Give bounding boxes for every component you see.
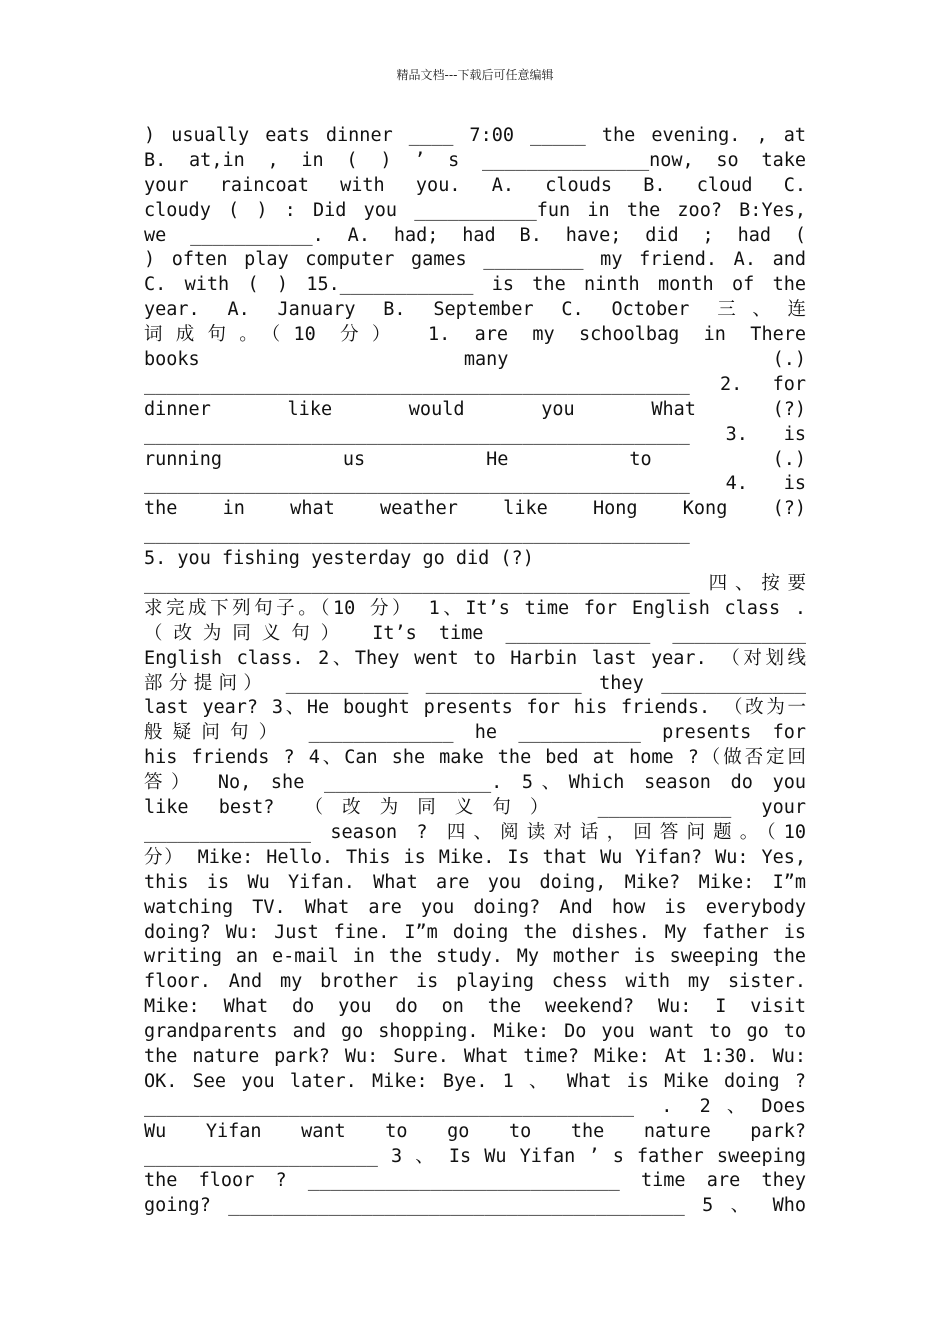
text-line: _________________________________________________	[144, 523, 690, 545]
text-line: floor. And my brother is playing chess with my sister.	[144, 971, 806, 993]
text-line: the in what weather like Hong Kong (?)	[144, 498, 806, 520]
text-line: books many (.)	[144, 349, 806, 371]
text-line: ) usually eats dinner ____ 7:00 _____ the evening. , at	[144, 125, 806, 146]
text-line: this is Wu Yifan. What are you doing, Mike? Mike: I”m	[144, 871, 806, 893]
text-line: _______________ season ? 四、阅读对话，回答问题。（10	[144, 821, 806, 843]
text-line: C. with ( ) 15.____________ is the ninth month of the	[144, 274, 806, 296]
text-line: 分） Mike: Hello. This is Mike. Is that Wu Yifan? Wu: Yes,	[144, 846, 806, 868]
text-line: ) often play computer games _________ my friend. A. and	[144, 249, 806, 271]
text-line: Wu Yifan want to go to the nature park?	[144, 1120, 806, 1142]
text-line: B. at,in , in ( ) ’ s _______________now, so take	[144, 149, 806, 171]
worksheet-body	[144, 124, 806, 1219]
text-line: dinner like would you What (?)	[144, 398, 806, 420]
text-line: _________________________________________________ 3. is	[144, 423, 806, 445]
text-line: like best? （改为同义句） ____________ your	[144, 797, 806, 819]
text-line: English class. 2、They went to Harbin last year. （对划线	[144, 647, 806, 669]
text-line: year. A. January B. September C. October 三、连	[144, 299, 806, 321]
text-line: _____________________ 3 、 Is Wu Yifan ’ s father sweeping	[144, 1145, 806, 1167]
text-line: （改为同义句） It’s time _____________ ____________	[144, 622, 806, 644]
page-header: 精品文档---下载后可任意编辑	[396, 68, 554, 82]
text-line: cloudy ( ) : Did you ___________fun in the zoo? B:Yes,	[144, 199, 806, 221]
text-line: 般疑问句） _____________ he ___________ presents for	[144, 722, 806, 744]
text-line: watching TV. What are you doing? And how is everybody	[144, 896, 806, 918]
text-line: 5. you fishing yesterday go did (?)	[144, 548, 534, 570]
text-line: your raincoat with you. A. clouds B. cloud C.	[144, 174, 806, 196]
text-line: ____________________________________________ . 2、Does	[144, 1095, 806, 1117]
text-line: we ___________. A. had; had B. have; did ; had (	[144, 224, 806, 246]
text-line: grandparents and go shopping. Mike: Do you want to go to	[144, 1021, 806, 1043]
text-line: running us He to (.)	[144, 448, 806, 470]
text-line: the floor ? ____________________________ time are they	[144, 1170, 806, 1192]
text-line: his friends ? 4、Can she make the bed at home ?（做否定回	[144, 747, 806, 769]
text-line: writing an e-mail in the study. My mother is sweeping the	[144, 946, 806, 968]
text-line: the nature park? Wu: Sure. What time? Mike: At 1:30. Wu:	[144, 1045, 806, 1067]
text-line: OK. See you later. Mike: Bye. 1 、 What is Mike doing ?	[144, 1070, 806, 1092]
text-line: going? _________________________________________ 5 、 Who	[144, 1195, 806, 1217]
text-line: Mike: What do you do on the weekend? Wu: I visit	[144, 996, 806, 1018]
text-line: _________________________________________________ 4. is	[144, 473, 806, 495]
text-line: _________________________________________________ 2. for	[144, 373, 806, 395]
text-line: doing? Wu: Just fine. I”m doing the dishes. My father is	[144, 921, 806, 943]
text-line: 求完成下列句子。（10 分） 1、It’s time for English class .	[144, 597, 806, 619]
text-line: _________________________________________________ 四、按要	[144, 573, 806, 595]
text-line: 答） No, she _______________. 5、Which season do you	[144, 772, 806, 794]
text-line: 词成句。（10 分） 1. are my schoolbag in There	[144, 324, 806, 346]
text-line: 部分提问） ___________ ______________ they _____________	[144, 672, 806, 694]
text-line: last year? 3、He bought presents for his friends. （改为一	[144, 697, 806, 719]
